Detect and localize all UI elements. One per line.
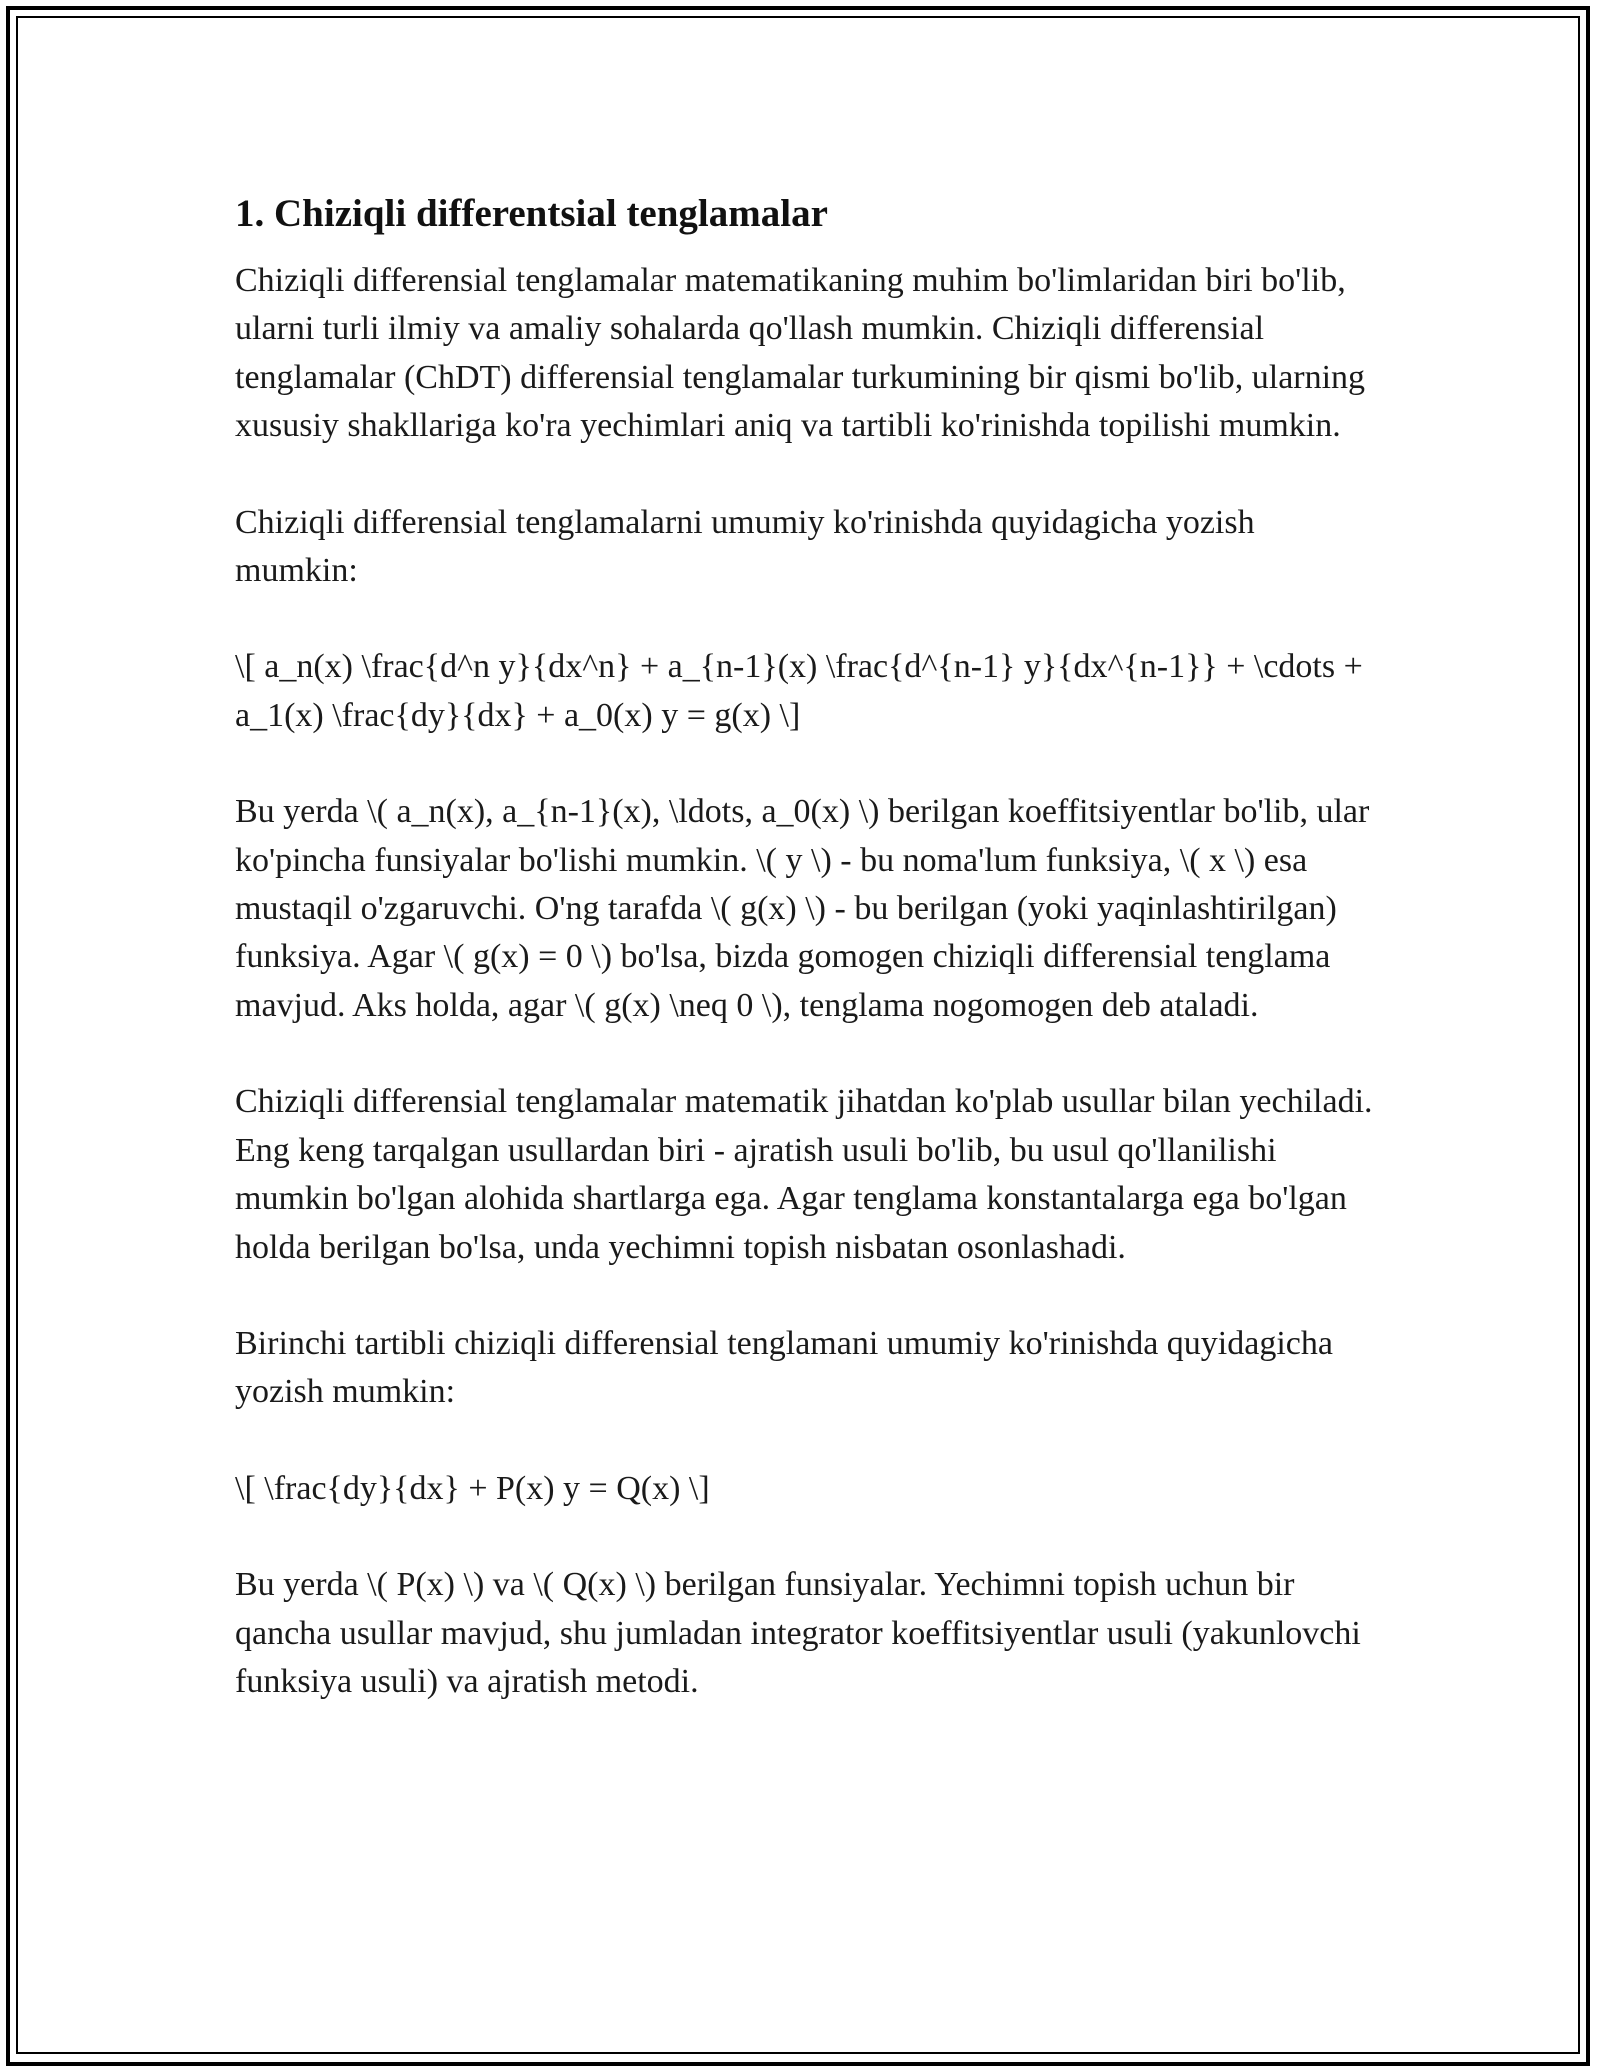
equation-general-linear: \[ a_n(x) \frac{d^n y}{dx^n} + a_{n-1}(x) \frac{d^{n-1} y}{dx^{n-1}} + \cdots + a_1(x) \frac{dy}{dx} + a_0(x) y = g(x) \] <box>235 648 1363 734</box>
paragraph-solution-methods: Chiziqli differensial tenglamalar matematik jihatdan ko'plab usullar bilan yechiladi. Eng keng tarqalgan usullardan biri - ajratish usuli bo'lib, bu usul qo'llanilishi mumkin bo'lgan alohida shartlarga ega. Agar tenglama konstantalarga ega bo'lgan holda berilgan bo'lsa, unda yechimni topish nisbatan osonlashadi. <box>235 1083 1373 1266</box>
paragraph-coefficients: Bu yerda \( a_n(x), a_{n-1}(x), \ldots, a_0(x) \) berilgan koeffitsiyentlar bo'lib, ular ko'pincha funsiyalar bo'lishi mumkin. \( y \) - bu noma'lum funksiya, \( x \) esa mustaqil o'zgaruvchi. O'ng tarafda \( g(x) \) - bu berilgan (yoki yaqinlashtirilgan) funksiya. Agar \( g(x) = 0 \) bo'lsa, bizda gomogen chiziqli differensial tenglama mavjud. Aks holda, agar \( g(x) \neq 0 \), tenglama nogomogen deb ataladi. <box>235 793 1370 1024</box>
section-heading: 1. Chiziqli differentsial tenglamalar <box>235 192 828 235</box>
paragraph-first-order-intro: Birinchi tartibli chiziqli differensial tenglamani umumiy ko'rinishda quyidagicha yozish mumkin: <box>235 1324 1333 1411</box>
equation-first-order: \[ \frac{dy}{dx} + P(x) y = Q(x) \] <box>235 1469 710 1507</box>
paragraph-intro: Chiziqli differensial tenglamalar matematikaning muhim bo'limlaridan biri bo'lib, ularni turli ilmiy va amaliy sohalarda qo'llash mumkin. Chiziqli differensial tenglamalar (ChDT) differensial tenglamalar turkumining bir qismi bo'lib, ularning xususiy shakllariga ko'ra yechimlari aniq va tartibli ko'rinishda topilishi mumkin. <box>235 262 1366 445</box>
document-body <box>235 186 1385 1706</box>
paragraph-first-order-methods: Bu yerda \( P(x) \) va \( Q(x) \) berilgan funsiyalar. Yechimni topish uchun bir qancha usullar mavjud, shu jumladan integrator koeffitsiyentlar usuli (yakunlovchi funksiya usuli) va ajratish metodi. <box>235 1566 1361 1700</box>
paragraph-general-form-intro: Chiziqli differensial tenglamalarni umumiy ko'rinishda quyidagicha yozish mumkin: <box>235 503 1255 590</box>
